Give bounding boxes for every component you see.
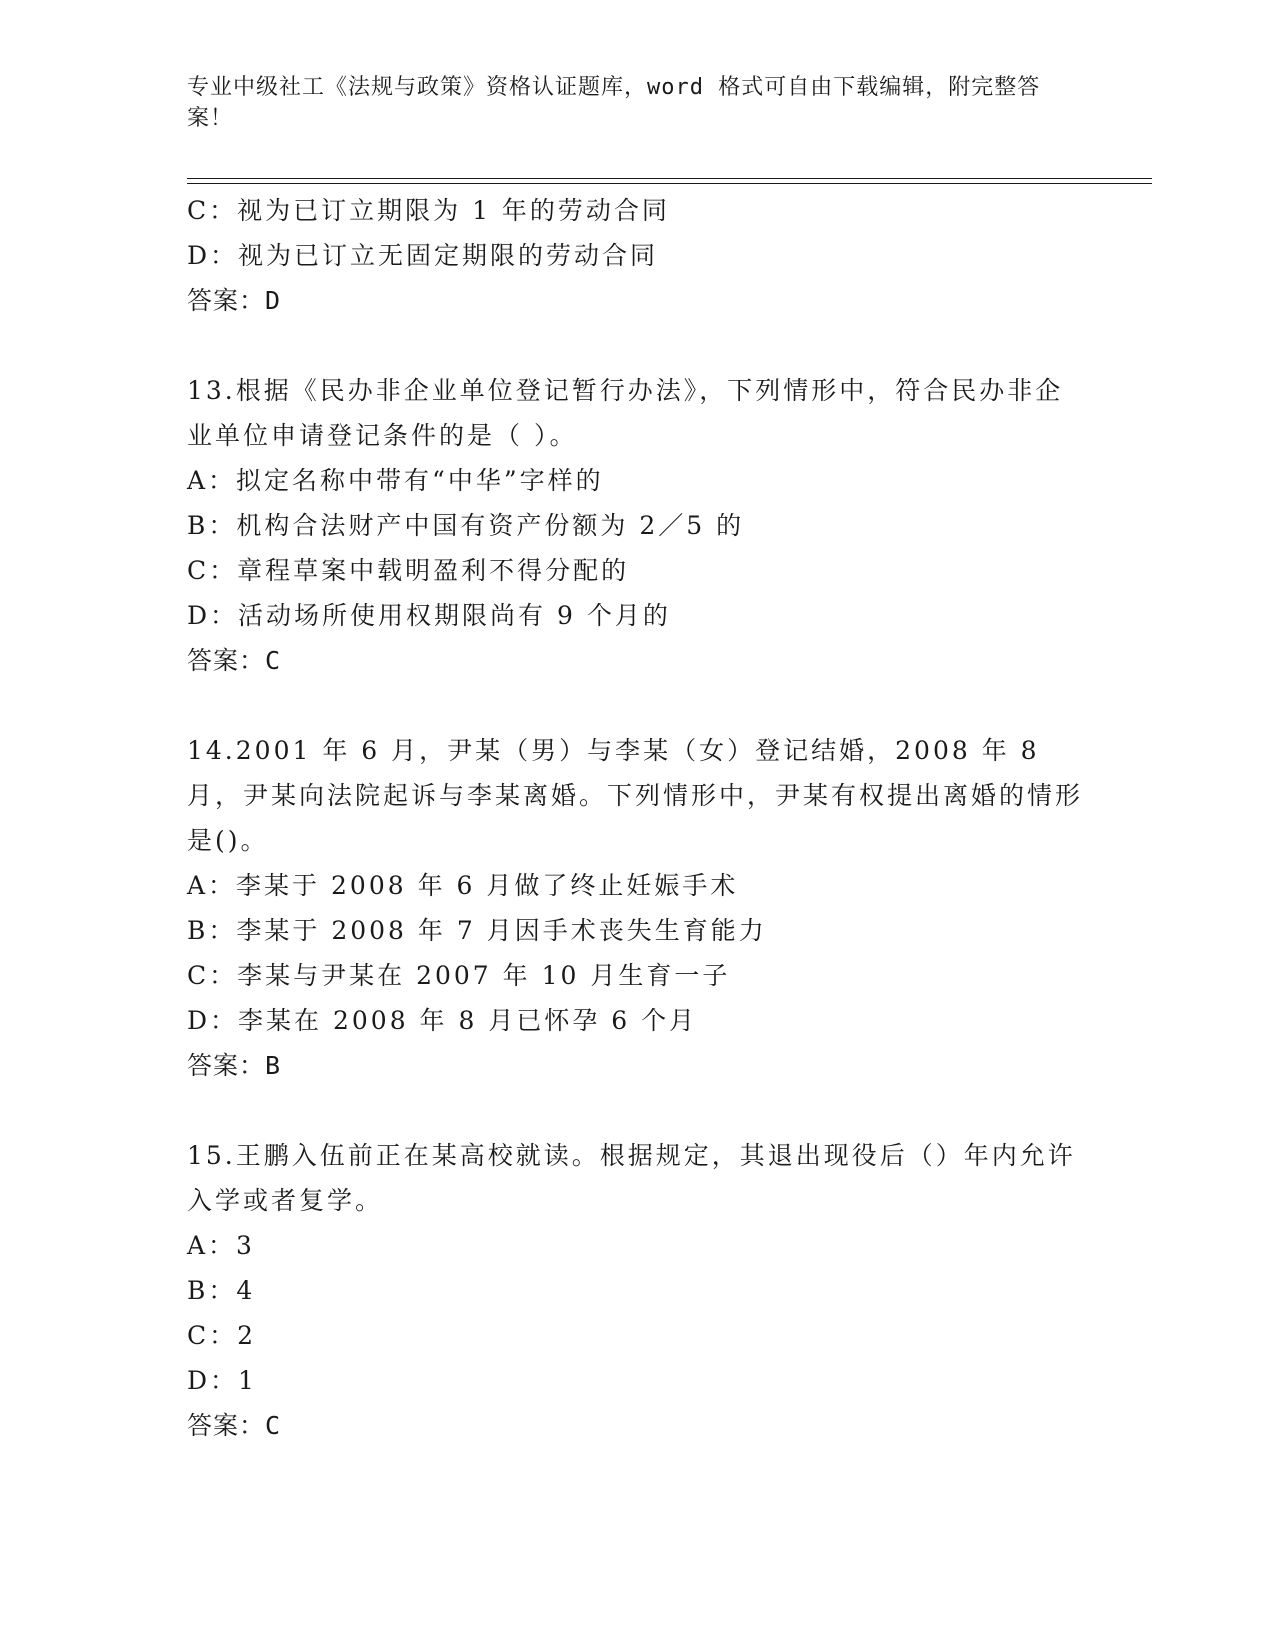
question-15 bbox=[187, 1133, 1087, 1448]
question-stem: 14.2001 年 6 月，尹某（男）与李某（女）登记结婚，2008 年 8 月，尹某向法院起诉与李某离婚。下列情形中，尹某有权提出离婚的情形是()。 bbox=[187, 736, 1084, 855]
option-d: D：视为已订立无固定期限的劳动合同 bbox=[187, 241, 659, 270]
answer: 答案：C bbox=[187, 646, 282, 675]
option-d: D：李某在 2008 年 8 月已怀孕 6 个月 bbox=[187, 1006, 698, 1035]
option-c: C：章程草案中载明盈利不得分配的 bbox=[187, 556, 630, 585]
option-d: D：1 bbox=[187, 1366, 257, 1395]
option-c: C：视为已订立期限为 1 年的劳动合同 bbox=[187, 196, 670, 225]
option-b: B：李某于 2008 年 7 月因手术丧失生育能力 bbox=[187, 916, 767, 945]
option-c: C：李某与尹某在 2007 年 10 月生育一子 bbox=[187, 961, 731, 990]
option-d: D：活动场所使用权期限尚有 9 个月的 bbox=[187, 601, 671, 630]
question-13 bbox=[187, 368, 1087, 683]
spacer bbox=[187, 323, 1087, 368]
option-b: B：4 bbox=[187, 1276, 256, 1305]
question-stem: 13.根据《民办非企业单位登记暂行办法》，下列情形中，符合民办非企业单位申请登记条件的是（ ）。 bbox=[187, 376, 1064, 450]
option-b: B：机构合法财产中国有资产份额为 2／5 的 bbox=[187, 511, 745, 540]
spacer bbox=[187, 1088, 1087, 1133]
option-a: A：拟定名称中带有“中华”字样的 bbox=[187, 466, 604, 495]
header-divider-top bbox=[187, 178, 1152, 179]
answer: 答案：C bbox=[187, 1411, 282, 1440]
spacer bbox=[187, 683, 1087, 728]
answer: 答案：D bbox=[187, 286, 282, 315]
option-a: A：李某于 2008 年 6 月做了终止妊娠手术 bbox=[187, 871, 739, 900]
option-a: A：3 bbox=[187, 1231, 255, 1260]
answer: 答案：B bbox=[187, 1051, 282, 1080]
question-12-tail bbox=[187, 188, 1087, 323]
question-list bbox=[187, 188, 1087, 1448]
question-14 bbox=[187, 728, 1087, 1088]
header-divider-bottom bbox=[187, 183, 1152, 184]
question-stem: 15.王鹏入伍前正在某高校就读。根据规定，其退出现役后（）年内允许入学或者复学。 bbox=[187, 1141, 1076, 1215]
option-c: C：2 bbox=[187, 1321, 257, 1350]
document-header: 专业中级社工《法规与政策》资格认证题库，word 格式可自由下载编辑，附完整答案！ bbox=[187, 75, 1041, 131]
